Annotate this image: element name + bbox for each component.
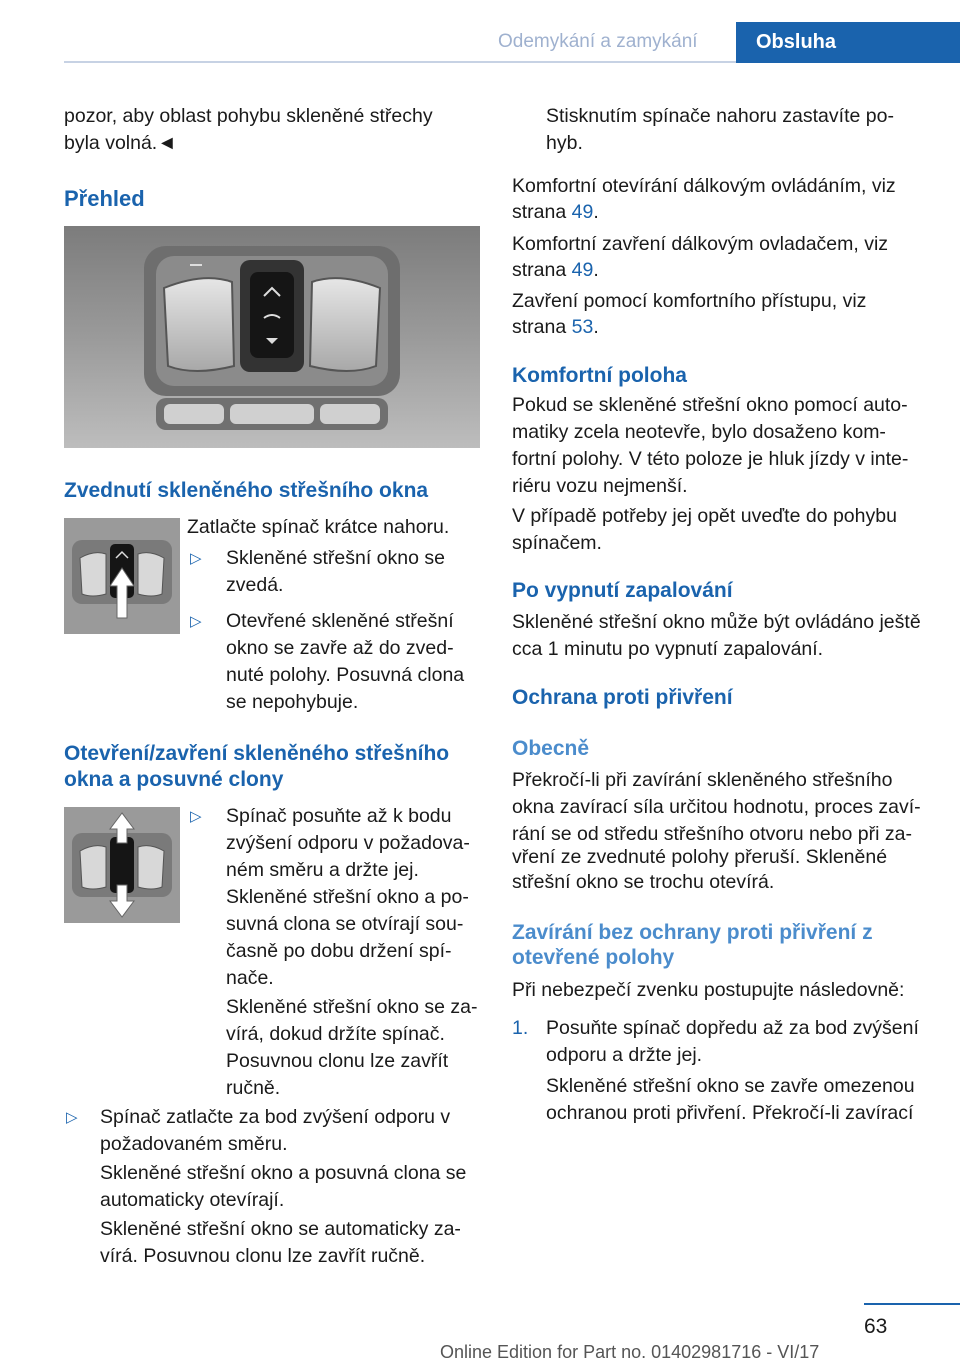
zvednuti-text: Zatlačte spínač krátce nahoru. (187, 516, 450, 538)
vyp-text: Skleněné střešní okno může být ovládáno ještě (512, 611, 921, 633)
bullet-text: ném směru a držte jej. (226, 859, 419, 881)
page-number: 63 (864, 1315, 888, 1338)
heading-prehled: Přehled (64, 186, 145, 211)
bullet-triangle-icon: ▷ (190, 550, 202, 567)
footer-rule (864, 1303, 960, 1305)
step-text: Posuňte spínač dopředu až za bod zvýšení (546, 1017, 919, 1039)
bullet-text: požadovaném směru. (100, 1133, 288, 1155)
bullet-text: Spínač posuňte až k bodu (226, 805, 452, 827)
bullet-text: nuté polohy. Posuvná clona (226, 664, 465, 686)
komf-text: fortní polohy. V této poloze je hluk jízdy v inte- (512, 448, 909, 470)
heading-ochrana: Ochrana proti přivření (512, 686, 733, 709)
zavirani-intro: Při nebezpečí zvenku postupujte následovně: (512, 979, 905, 1001)
komf-text: matiky zcela neotevře, bylo dosaženo kom- (512, 421, 886, 443)
intro-line: pozor, aby oblast pohybu skleněné střechy (64, 105, 433, 127)
step-number: 1. (512, 1017, 529, 1039)
komf-text: Pokud se skleněné střešní okno pomocí auto- (512, 394, 908, 416)
step-text: Skleněné střešní okno se zavře omezenou (546, 1075, 915, 1097)
step-text: ochranou proti přivření. Překročí-li zavírací (546, 1102, 914, 1124)
roof-console-photo (64, 226, 480, 448)
komf-text: riéru vozu nejmenší. (512, 475, 688, 497)
bullet-text: zvýšení odporu v požadova- (226, 832, 470, 854)
komf-text: spínačem. (512, 532, 602, 554)
comfort-access-ref: strana 53. (512, 316, 599, 338)
comfort-open-text: Komfortní otevírání dálkovým ovládáním, viz (512, 175, 896, 197)
heading-zavirani: otevřené polohy (512, 946, 675, 969)
page-link[interactable]: 49 (571, 201, 594, 223)
bullet-text: časně po dobu držení spí- (226, 940, 452, 962)
comfort-access-text: Zavření pomocí komfortního přístupu, viz (512, 290, 867, 312)
heading-obecne: Obecně (512, 737, 590, 760)
bullet-text: zvedá. (226, 574, 284, 596)
heading-vypnuti: Po vypnutí zapalování (512, 579, 733, 602)
bullet-text: ručně. (226, 1077, 281, 1099)
stop-text: Stisknutím spínače nahoru zastavíte po- (546, 105, 894, 127)
bullet-triangle-icon: ▷ (190, 808, 202, 825)
obecne-text: Překročí-li při zavírání skleněného střešního (512, 769, 893, 791)
komf-text: V případě potřeby jej opět uveďte do pohybu (512, 505, 897, 527)
comfort-close-text: Komfortní zavření dálkovým ovladačem, viz (512, 233, 889, 255)
bullet-text: suvná clona se otvírají sou- (226, 913, 464, 935)
obecne-text: vření ze zvednuté polohy přeruší. Skleněné (512, 846, 888, 868)
heading-otevreni: okna a posuvné clony (64, 768, 284, 791)
switch-up-illustration (64, 518, 180, 634)
bullet-text: automaticky otevírají. (100, 1189, 285, 1211)
header-section-title: Odemykání a zamykání (498, 31, 698, 52)
bullet-text: Skleněné střešní okno se automaticky za- (100, 1218, 461, 1240)
switch-updown-illustration (64, 807, 180, 923)
bullet-text: okno se zavře až do zved- (226, 637, 454, 659)
header-chapter-tab[interactable]: Obsluha (736, 22, 960, 63)
bullet-text: Otevřené skleněné střešní (226, 610, 454, 632)
bullet-text: nače. (226, 967, 274, 989)
obecne-text: rání se od středu střešního otvoru nebo při za- (512, 823, 912, 845)
bullet-text: Posuvnou clonu lze zavřít (226, 1050, 449, 1072)
bullet-text: vírá. Posuvnou clonu lze zavřít ručně. (100, 1245, 426, 1267)
bullet-text: Skleněné střešní okno a po- (226, 886, 469, 908)
obecne-text: střešní okno se trochu otevírá. (512, 871, 775, 893)
page-link[interactable]: 49 (571, 259, 594, 281)
obecne-text: okna zavírací síla určitou hodnotu, proces zaví- (512, 796, 921, 818)
bullet-text: vírá, dokud držíte spínač. (226, 1023, 445, 1045)
intro-line: byla volná.◄ (64, 132, 177, 154)
heading-otevreni: Otevření/zavření skleněného střešního (64, 742, 450, 765)
bullet-triangle-icon: ▷ (190, 613, 202, 630)
stop-text: hyb. (546, 132, 583, 154)
step-text: odporu a držte jej. (546, 1044, 703, 1066)
heading-zvednuti: Zvednutí skleněného střešního okna (64, 479, 429, 502)
bullet-triangle-icon: ▷ (66, 1109, 78, 1126)
bullet-text: Spínač zatlačte za bod zvýšení odporu v (100, 1106, 451, 1128)
bullet-text: Skleněné střešní okno se za- (226, 996, 478, 1018)
heading-komfortni: Komfortní poloha (512, 364, 687, 387)
page-link[interactable]: 53 (571, 316, 594, 338)
vyp-text: cca 1 minutu po vypnutí zapalování. (512, 638, 824, 660)
comfort-close-ref: strana 49. (512, 259, 599, 281)
bullet-text: se nepohybuje. (226, 691, 359, 713)
heading-zavirani: Zavírání bez ochrany proti přivření z (512, 921, 873, 944)
footer-edition: Online Edition for Part no. 01402981716 - VI/17 (440, 1342, 820, 1362)
bullet-text: Skleněné střešní okno se (226, 547, 445, 569)
bullet-text: Skleněné střešní okno a posuvná clona se (100, 1162, 467, 1184)
comfort-open-ref: strana 49. (512, 201, 599, 223)
